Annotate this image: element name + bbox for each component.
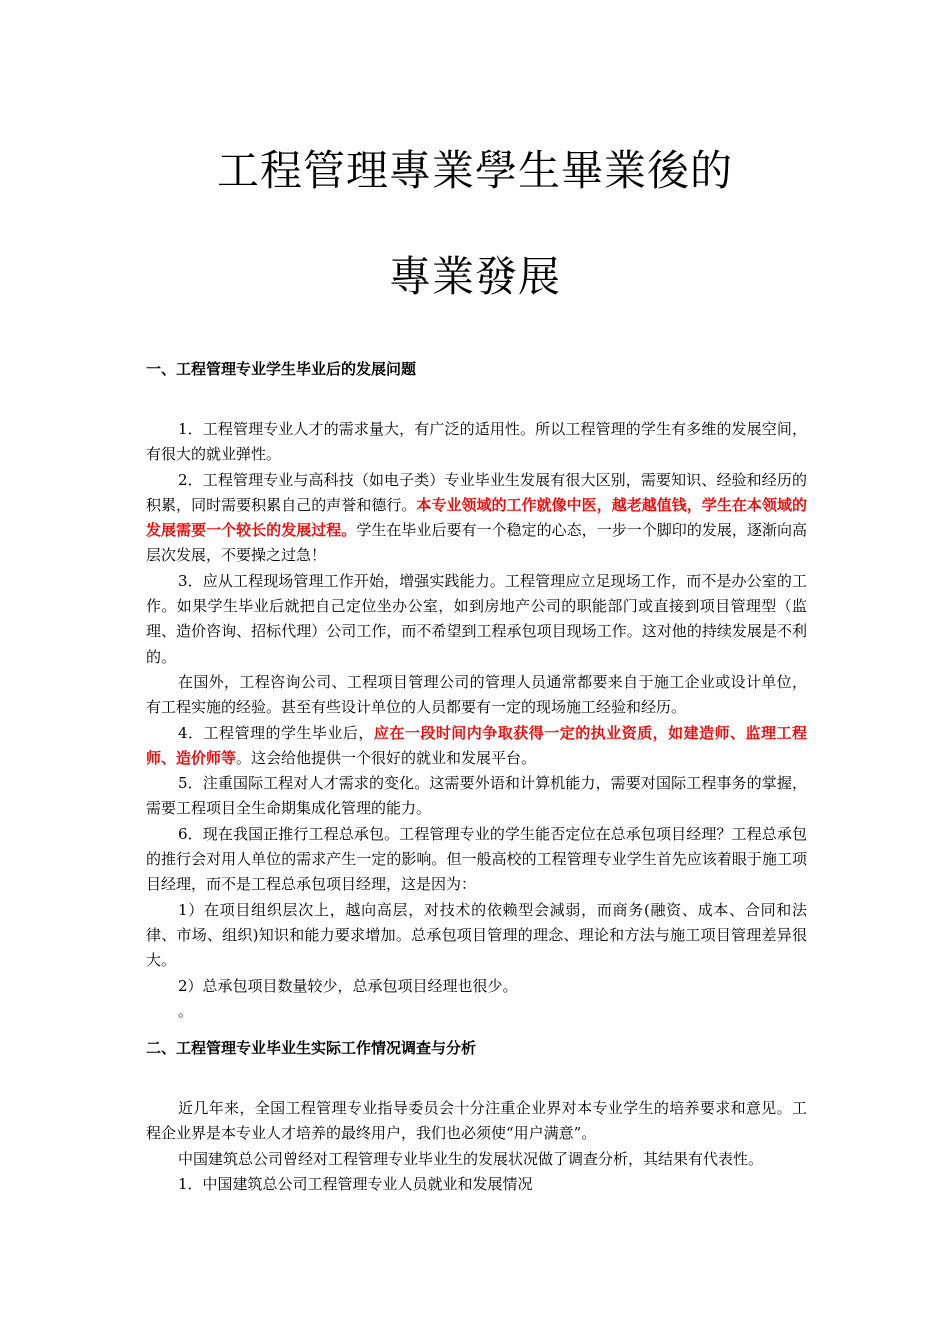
section2-body bbox=[146, 1096, 807, 1197]
document-title-line1: 工程管理專業學生畢業後的 bbox=[216, 146, 733, 195]
paragraph-2-text-b: 学生在毕业后要有一个稳定的心态，一步一个脚印的发展，逐渐向高层次发展，不要操之过急！ bbox=[146, 521, 807, 565]
paragraph-6: 6．现在我国正推行工程总承包。工程管理专业的学生能否定位在总承包项目经理？工程总承包的推行会对用人单位的需求产生一定的影响。但一般高校的工程管理专业学生首先应该着眼于施工项目经理，而不是工程总承包项目经理，这是因为： bbox=[146, 824, 807, 894]
section2-heading: 二、工程管理专业毕业生实际工作情况调查与分析 bbox=[146, 1039, 477, 1057]
paragraph-6-item-1: 1）在项目组织层次上，越向高层，对技术的依赖型会減弱，而商务(融资、成本、合同和法律、市场、组织)知识和能力要求增加。总承包项目管理的理念、理论和方法与施工项目管理差异很大。 bbox=[146, 900, 807, 970]
paragraph-4-text-b: 。这会给他提供一个很好的就业和发展平台。 bbox=[236, 748, 537, 767]
section1-body bbox=[146, 417, 807, 1024]
paragraph-2 bbox=[146, 468, 807, 569]
paragraph-1: 1．工程管理专业人才的需求量大，有广泛的适用性。所以工程管理的学生有多维的发展空间，有很大的就业弹性。 bbox=[146, 420, 807, 464]
document-title-line2: 專業發展 bbox=[388, 252, 561, 301]
paragraph-7: 。 bbox=[178, 1001, 194, 1020]
section2-paragraph-3: 1．中国建筑总公司工程管理专业人员就业和发展情况 bbox=[178, 1174, 533, 1193]
paragraph-2-text-a: 2．工程管理专业与高科技（如电子类）专业毕业生发展有很大区别，需要知识、经验和经历的积累，同时需要积累自己的声誉和德行。 bbox=[146, 470, 807, 514]
paragraph-2-highlight: 本专业领域的工作就像中医，越老越值钱，学生在本领域的发展需要一个较长的发展过程。 bbox=[146, 495, 807, 540]
paragraph-5: 5．注重国际工程对人才需求的变化。这需要外语和计算机能力，需要对国际工程事务的掌握，需要工程项目全生命期集成化管理的能力。 bbox=[146, 774, 807, 818]
paragraph-4 bbox=[146, 721, 807, 772]
paragraph-4-highlight: 应在一段时间内争取获得一定的执业资质，如建造师、监理工程师、造价师等 bbox=[146, 723, 807, 767]
paragraph-4-text-a: 4．工程管理的学生毕业后， bbox=[178, 723, 374, 742]
section1-heading: 一、工程管理专业学生毕业后的发展问题 bbox=[146, 360, 417, 378]
paragraph-3b: 在国外，工程咨询公司、工程项目管理公司的管理人员通常都要来自于施工企业或设计单位，有工程实施的经验。甚至有些设计单位的人员都要有一定的现场施工经验和经历。 bbox=[146, 672, 807, 717]
section2-paragraph-1: 近几年来，全国工程管理专业指导委员会十分注重企业界对本专业学生的培养要求和意见。工程企业界是本专业人才培养的最终用户，我们也必须使“用户满意”。 bbox=[146, 1099, 807, 1143]
paragraph-6-item-2: 2）总承包项目数量较少，总承包项目经理也很少。 bbox=[178, 976, 518, 995]
paragraph-3: 3．应从工程现场管理工作开始，增强实践能力。工程管理应立足现场工作，而不是办公室的工作。如果学生毕业后就把自己定位坐办公室，如到房地产公司的职能部门或直接到项目管理型（监理、造价咨询、招标代理）公司工作，而不希望到工程承包项目现场工作。这对他的持续发展是不利的。 bbox=[146, 571, 807, 666]
section2-paragraph-2: 中国建筑总公司曾经对工程管理专业毕业生的发展状况做了调查分析，其结果有代表性。 bbox=[178, 1149, 764, 1168]
